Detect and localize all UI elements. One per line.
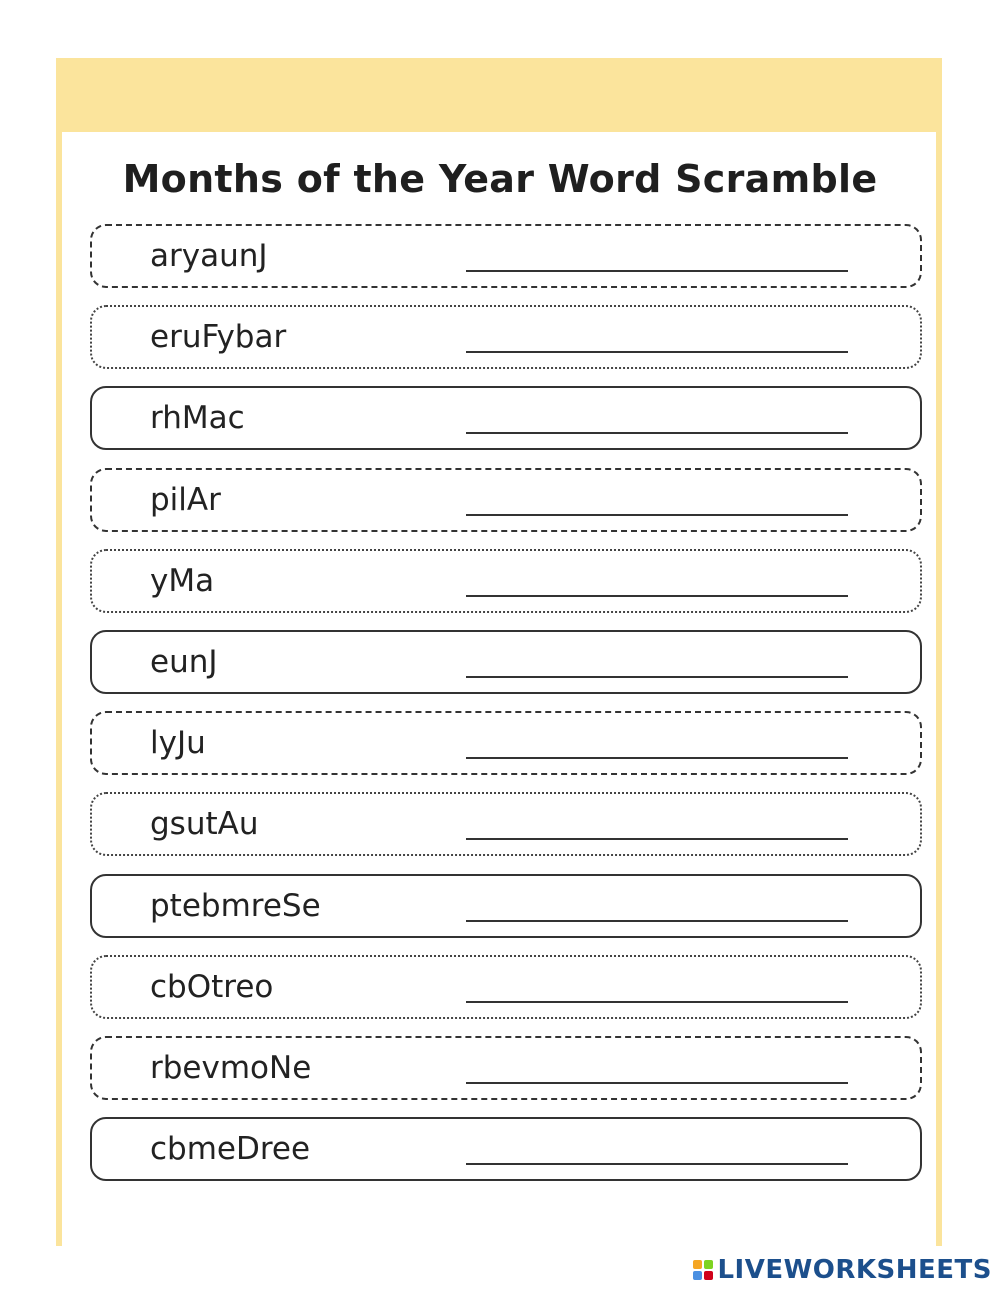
answer-line[interactable] [466,757,848,759]
answer-line[interactable] [466,270,848,272]
scrambled-word: eruFybar [150,319,287,356]
scrambled-word: aryaunJ [150,238,268,274]
answer-line[interactable] [466,920,848,922]
scrambled-word: yMa [150,562,215,599]
brand-name: LIVEWORKSHEETS [717,1255,992,1285]
scramble-row [90,468,922,532]
answer-line[interactable] [466,351,848,353]
scrambled-word: cbOtreo [150,968,274,1005]
scramble-row [90,1117,922,1181]
scrambled-word: ptebmreSe [150,887,321,924]
scramble-row [90,874,922,938]
scrambled-word: cbmeDree [150,1131,311,1168]
scramble-row [90,630,922,694]
scramble-list [90,224,922,1198]
liveworksheets-logo-icon [693,1260,713,1280]
answer-line[interactable] [466,676,848,678]
scrambled-word: rbevmoNe [150,1049,312,1086]
scramble-row [90,955,922,1019]
scramble-row [90,792,922,856]
worksheet-title: Months of the Year Word Scramble [122,157,878,201]
answer-line[interactable] [466,595,848,597]
liveworksheets-brand [693,1252,992,1288]
answer-line[interactable] [466,1163,848,1165]
scramble-row [90,224,922,288]
scramble-row [90,711,922,775]
scramble-row [90,305,922,369]
scrambled-word: rhMac [150,400,245,437]
scrambled-word: lyJu [150,725,206,762]
answer-line[interactable] [466,1082,848,1084]
answer-line[interactable] [466,432,848,434]
scramble-row [90,1036,922,1100]
answer-line[interactable] [466,514,848,516]
answer-line[interactable] [466,838,848,840]
scramble-row [90,549,922,613]
scrambled-word: pilAr [150,481,221,518]
scrambled-word: eunJ [150,643,218,680]
answer-line[interactable] [466,1001,848,1003]
scramble-row [90,386,922,450]
scrambled-word: gsutAu [150,806,259,843]
